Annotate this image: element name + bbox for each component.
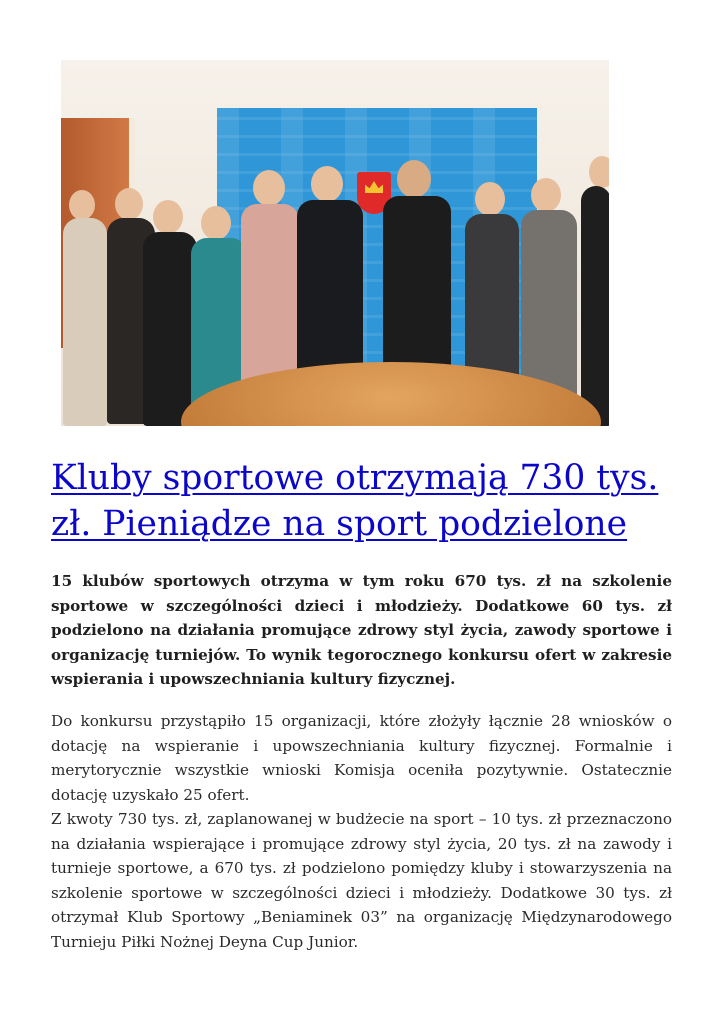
article-title	[51, 455, 677, 547]
article-body	[51, 709, 672, 954]
article-paragraph-2: Z kwoty 730 tys. zł, zaplanowanej w budżecie na sport – 10 tys. zł przeznaczono na działania wspierające i promujące zdrowy styl życia, 20 tys. zł na zawody i turnieje sportowe, a 670 tys. zł podzielono pomiędzy kluby i stowarzyszenia na szkolenie sportowe w szczególności dzieci i młodzieży. Dodatkowe 30 tys. zł otrzymał Klub Sportowy „Beniaminek 03” na organizację Międzynarodowego Turnieju Piłki Nożnej Deyna Cup Junior.	[51, 810, 672, 951]
article-lead: 15 klubów sportowych otrzyma w tym roku 670 tys. zł na szkolenie sportowe w szczególności dzieci i młodzieży. Dodatkowe 60 tys. zł podzielono na działania promujące zdrowy styl życia, zawody sportowe i organizację turniejów. To wynik tegorocznego konkursu ofert w zakresie wspierania i upowszechniania kultury fizycznej.	[51, 572, 672, 688]
article-photo	[61, 60, 609, 426]
article-paragraph-1: Do konkursu przystąpiło 15 organizacji, które złożyły łącznie 28 wniosków o dotację na wspieranie i upowszechniania kultury fizycznej. Formalnie i merytorycznie wszystkie wnioski Komisja oceniła pozytywnie. Ostatecznie dotację uzyskało 25 ofert.	[51, 712, 672, 804]
article-title-link[interactable]: Kluby sportowe otrzymają 730 tys. zł. Pieniądze na sport podzielone	[51, 458, 659, 544]
